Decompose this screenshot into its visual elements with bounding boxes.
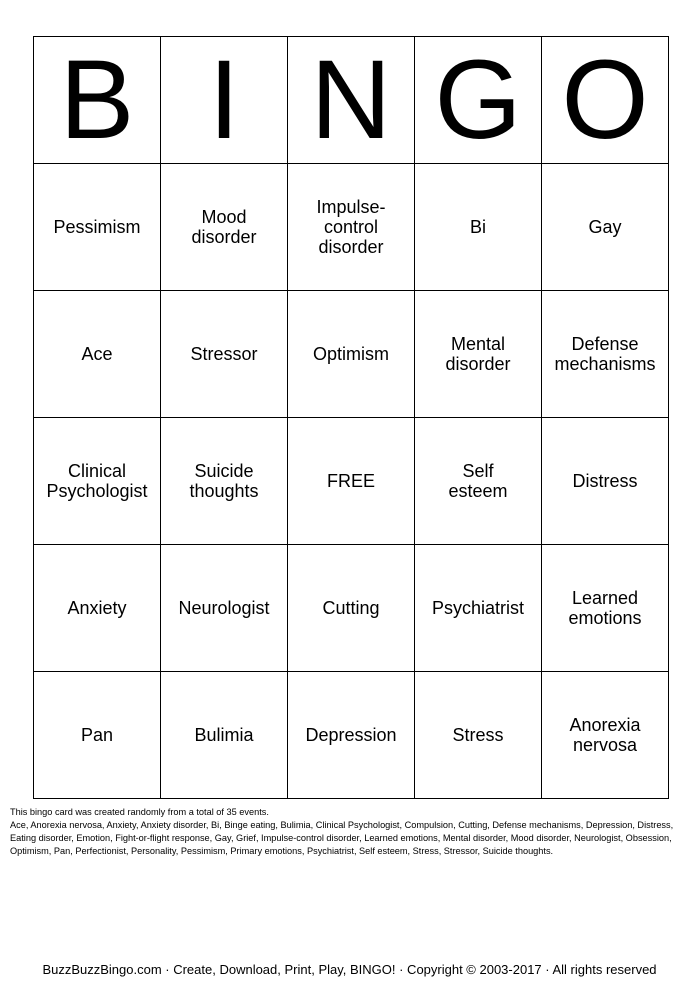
card-cell: Mental disorder — [415, 291, 542, 418]
card-cell: Neurologist — [161, 545, 288, 672]
card-cell: Bulimia — [161, 672, 288, 799]
free-cell: FREE — [288, 418, 415, 545]
card-cell: Anxiety — [34, 545, 161, 672]
card-cell: Anorexia nervosa — [542, 672, 669, 799]
bingo-card — [33, 36, 669, 799]
card-cell: Pessimism — [34, 164, 161, 291]
card-row-4 — [34, 545, 669, 672]
card-row-1 — [34, 164, 669, 291]
card-cell: Psychiatrist — [415, 545, 542, 672]
card-cell: Bi — [415, 164, 542, 291]
card-cell: Suicide thoughts — [161, 418, 288, 545]
card-row-3 — [34, 418, 669, 545]
card-cell: Stress — [415, 672, 542, 799]
card-cell: Clinical Psychologist — [34, 418, 161, 545]
card-info — [10, 806, 690, 858]
card-info-summary: This bingo card was created randomly from a total of 35 events. — [10, 807, 269, 817]
header-letter-b: B — [34, 37, 161, 164]
card-cell: Gay — [542, 164, 669, 291]
header-row — [34, 37, 669, 164]
card-cell: Impulse-control disorder — [288, 164, 415, 291]
header-letter-i: I — [161, 37, 288, 164]
page-footer: BuzzBuzzBingo.com · Create, Download, Print, Play, BINGO! · Copyright © 2003-2017 · All rights reserved — [42, 962, 657, 977]
card-cell: Distress — [542, 418, 669, 545]
header-letter-g: G — [415, 37, 542, 164]
card-cell: Stressor — [161, 291, 288, 418]
card-cell: Learned emotions — [542, 545, 669, 672]
card-cell: Defense mechanisms — [542, 291, 669, 418]
header-letter-n: N — [288, 37, 415, 164]
card-row-2 — [34, 291, 669, 418]
card-cell: Ace — [34, 291, 161, 418]
card-info-events: Ace, Anorexia nervosa, Anxiety, Anxiety disorder, Bi, Binge eating, Bulimia, Clinical Psychologist, Compulsion, Cutting, Defense mechanisms, Depression, Distress, Eating disorder, Emotion, Fight-or-flight response, Gay, Grief, Impulse-control disorder, Learned emotions, Mental disorder, Mood disorder, Neurologist, Obsession, Optimism, Pan, Perfectionist, Personality, Pessimism, Primary emotions, Psychiatrist, Self esteem, Stress, Stressor, Suicide thoughts. — [10, 820, 674, 856]
card-cell: Pan — [34, 672, 161, 799]
card-cell: Mood disorder — [161, 164, 288, 291]
card-cell: Self esteem — [415, 418, 542, 545]
header-letter-o: O — [542, 37, 669, 164]
card-row-5 — [34, 672, 669, 799]
card-cell: Optimism — [288, 291, 415, 418]
card-cell: Cutting — [288, 545, 415, 672]
card-cell: Depression — [288, 672, 415, 799]
